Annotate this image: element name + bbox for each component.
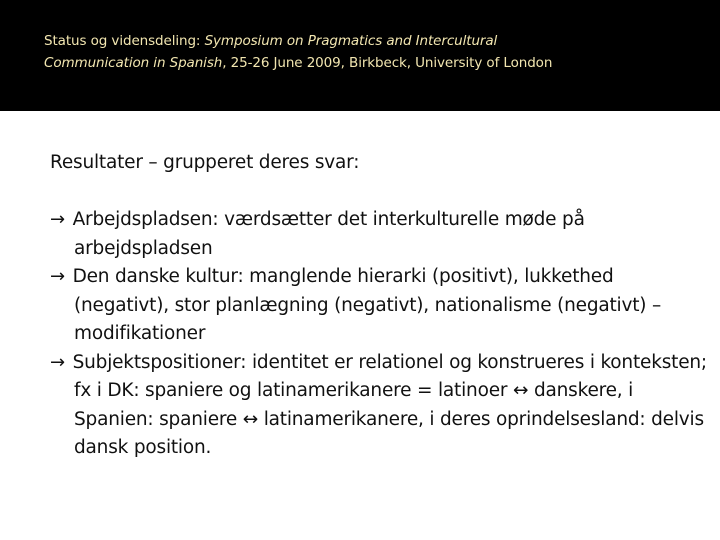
header-title bbox=[44, 30, 704, 74]
header-details: , 25-26 June 2009, Birkbeck, University of London bbox=[222, 55, 553, 71]
result-item-subject-positions bbox=[50, 349, 710, 463]
header-prefix: Status og vidensdeling: bbox=[44, 33, 205, 49]
header-event-title-line1: Symposium on Pragmatics and Intercultural bbox=[204, 33, 498, 49]
result-text: Subjektspositioner: identitet er relationel og konstrueres i konteksten; fx i DK: spaniere og latinamerikanere = latinoer ↔ danskere, i Spanien: spaniere ↔ latinamerikanere, i deres oprindelsesland: delvis dansk position. bbox=[72, 351, 707, 458]
result-item-danish-culture bbox=[50, 263, 710, 349]
results-heading: Resultater – grupperet deres svar: bbox=[50, 152, 360, 173]
result-text: Den danske kultur: manglende hierarki (positivt), lukkethed (negativt), stor planlægning (negativt), nationalisme (negativt) – modifikationer bbox=[72, 266, 662, 344]
results-list bbox=[50, 206, 710, 463]
result-item-workplace bbox=[50, 206, 710, 263]
right-arrow-icon: → bbox=[50, 209, 65, 230]
header-band bbox=[0, 0, 720, 111]
right-arrow-icon: → bbox=[50, 266, 65, 287]
result-text: Arbejdspladsen: værdsætter det interkulturelle møde på arbejdspladsen bbox=[72, 209, 585, 259]
right-arrow-icon: → bbox=[50, 351, 65, 373]
header-event-title-line2: Communication in Spanish bbox=[44, 55, 223, 71]
